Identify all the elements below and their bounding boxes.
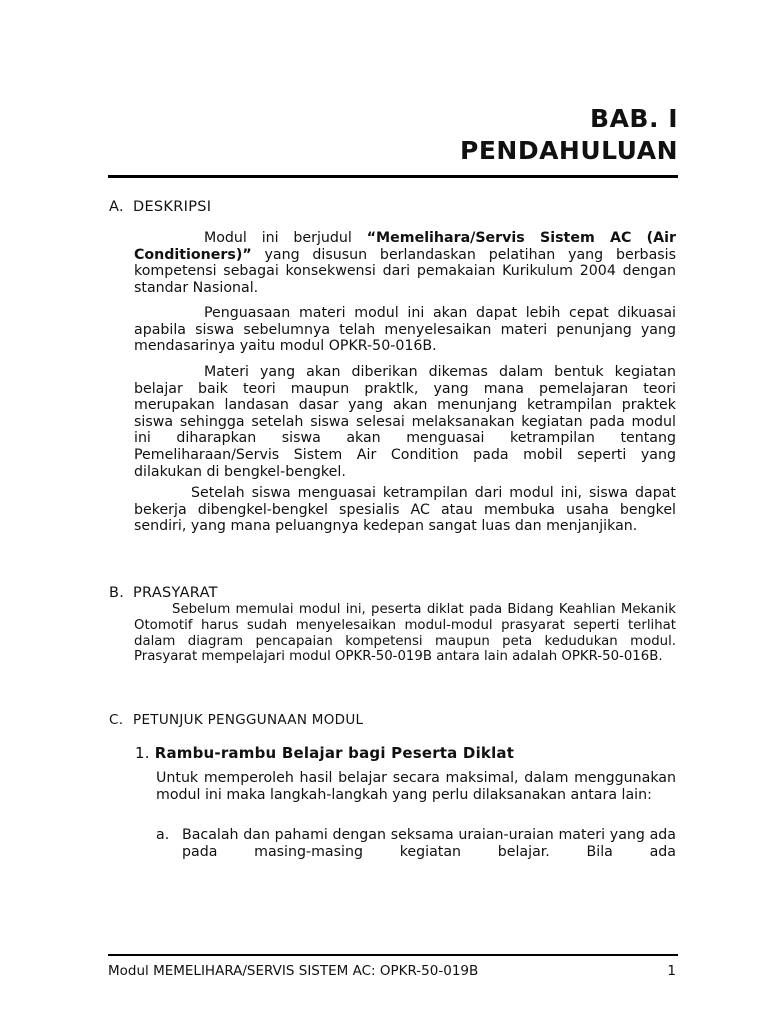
petunjuk-intro: Untuk memperoleh hasil belajar secara maksimal, dalam menggunakan modul ini maka langkah-langkah yang perlu dilaksanakan antara lain: [156,770,676,803]
subsection-1-number: 1. [135,744,150,762]
section-a-heading [109,198,211,216]
section-a-label: A. [109,199,124,215]
module-title-bold: “Memelihara/Servis Sistem AC (Air Conditioners)” [134,230,676,263]
deskripsi-paragraph-3: Materi yang akan diberikan dikemas dalam bentuk kegiatan belajar baik teori maupun praktlk, yang mana pemelajaran teori merupakan landasan dasar yang akan menunjang ketrampilan praktek siswa sehingga setelah siswa selesai melaksanakan kegiatan pada modul ini diharapkan siswa akan menguasai ketrampilan tentang Pemeliharaan/Servis Sistem Air Condition pada mobil seperti yang dilakukan di bengkel-bengkel. [134,364,676,480]
subsection-1-title: Rambu-rambu Belajar bagi Peserta Diklat [154,744,515,762]
deskripsi-p1-text: Modul ini berjudul [204,230,367,246]
deskripsi-paragraph-2: Penguasaan materi modul ini akan dapat lebih cepat dikuasai apabila siswa sebelumnya telah menyelesaikan materi penunjang yang mendasarinya yaitu modul OPKR-50-016B. [134,305,676,355]
page-number: 1 [667,963,676,979]
list-item-a-marker: a. [156,827,170,843]
subsection-1-heading [135,744,514,762]
footer [108,963,678,979]
list-item-a [156,827,676,861]
chapter-title: PENDAHULUAN [460,136,678,165]
section-b-heading [109,584,218,602]
section-b-label: B. [109,585,125,601]
prasyarat-paragraph: Sebelum memulai modul ini, peserta diklat pada Bidang Keahlian Mekanik Otomotif harus sudah menyelesaikan modul-modul prasyarat seperti terlihat dalam diagram pencapaian kompetensi maupun peta kedudukan modul. Prasyarat mempelajari modul OPKR-50-019B antara lain adalah OPKR-50-016B. [134,602,676,665]
deskripsi-p1-text-2: yang disusun berlandaskan pelatihan yang berbasis kompetensi sebagai konsekwensi dari pemakaian Kurikulum 2004 dengan standar Nasional. [134,246,676,296]
deskripsi-paragraph-4: Setelah siswa menguasai ketrampilan dari modul ini, siswa dapat bekerja dibengkel-bengkel spesialis AC atau membuka usaha bengkel sendiri, yang mana peluangnya kedepan sangat luas dan menjanjikan. [134,485,676,535]
footer-module-text: Modul MEMELIHARA/SERVIS SISTEM AC: OPKR-50-019B [108,963,479,979]
heading-rule [108,175,678,178]
chapter-number: BAB. I [590,104,678,133]
section-a-title: DESKRIPSI [133,199,212,215]
section-c-heading [109,711,363,729]
deskripsi-paragraph-1 [134,230,676,296]
footer-rule [108,954,678,956]
section-b-title: PRASYARAT [133,585,218,601]
section-c-title: PETUNJUK PENGGUNAAN MODUL [133,712,364,728]
list-item-a-text: Bacalah dan pahami dengan seksama uraian-uraian materi yang ada pada masing-masing kegiatan belajar. Bila ada [182,827,676,860]
section-c-label: C. [109,712,124,728]
